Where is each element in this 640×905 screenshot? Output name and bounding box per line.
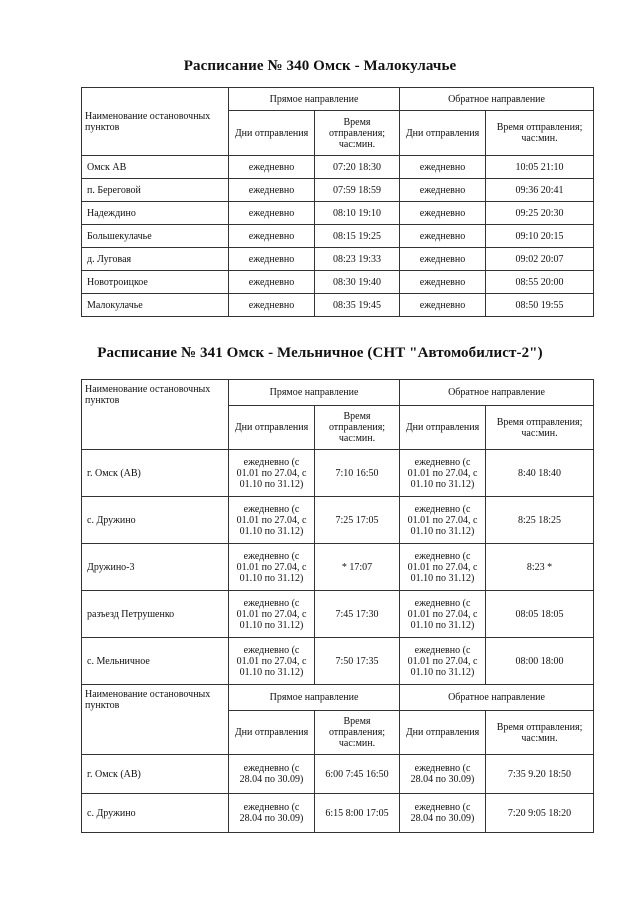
header-stops: Наименование остановочных пунктов	[82, 380, 229, 450]
time-backward: 09:02 20:07	[486, 248, 594, 271]
header-backward: Обратное направление	[400, 88, 594, 111]
time-backward: 7:35 9.20 18:50	[486, 755, 594, 794]
header-days-backward: Дни отправления	[400, 406, 486, 450]
header-forward: Прямое направление	[229, 380, 400, 406]
header-row-directions	[82, 88, 594, 111]
time-forward: 07:20 18:30	[315, 156, 400, 179]
schedule-340-table	[81, 87, 594, 317]
table-row	[82, 591, 594, 638]
stop-name: г. Омск (АВ)	[82, 755, 229, 794]
days-backward: ежедневно (с 28.04 по 30.09)	[400, 794, 486, 833]
time-backward: 08:50 19:55	[486, 294, 594, 317]
stop-name: Омск АВ	[82, 156, 229, 179]
schedule-340-title: Расписание № 340 Омск - Малокулачье	[183, 58, 457, 74]
header-time-backward: Время отправления; час:мин.	[486, 711, 594, 755]
stop-name: с. Мельничное	[82, 638, 229, 685]
time-backward: 10:05 21:10	[486, 156, 594, 179]
header-days-backward: Дни отправления	[400, 711, 486, 755]
header-forward: Прямое направление	[229, 88, 400, 111]
header-backward: Обратное направление	[400, 685, 594, 711]
time-backward: 08:55 20:00	[486, 271, 594, 294]
schedule-341-body	[82, 380, 594, 833]
header-stops: Наименование остановочных пунктов	[82, 88, 229, 156]
stop-name: п. Береговой	[82, 179, 229, 202]
table-row	[82, 450, 594, 497]
time-forward: 07:59 18:59	[315, 179, 400, 202]
table-row	[82, 225, 594, 248]
header-days-backward: Дни отправления	[400, 111, 486, 156]
days-forward: ежедневно	[229, 271, 315, 294]
days-forward: ежедневно (с 01.01 по 27.04, с 01.10 по 31.12)	[229, 544, 315, 591]
table-row	[82, 202, 594, 225]
schedule-340-body	[82, 88, 594, 317]
time-forward: 08:10 19:10	[315, 202, 400, 225]
table-row	[82, 156, 594, 179]
days-forward: ежедневно	[229, 248, 315, 271]
days-backward: ежедневно (с 01.01 по 27.04, с 01.10 по 31.12)	[400, 544, 486, 591]
days-forward: ежедневно	[229, 179, 315, 202]
time-backward: 8:23 *	[486, 544, 594, 591]
days-backward: ежедневно	[400, 271, 486, 294]
stop-name: Малокулачье	[82, 294, 229, 317]
time-forward: 08:15 19:25	[315, 225, 400, 248]
days-forward: ежедневно	[229, 202, 315, 225]
table-row	[82, 294, 594, 317]
time-backward: 8:40 18:40	[486, 450, 594, 497]
header-days-forward: Дни отправления	[229, 711, 315, 755]
time-forward: 08:30 19:40	[315, 271, 400, 294]
stop-name: с. Дружино	[82, 497, 229, 544]
header-backward: Обратное направление	[400, 380, 594, 406]
header-time-forward: Время отправления; час:мин.	[315, 406, 400, 450]
time-backward: 09:36 20:41	[486, 179, 594, 202]
time-forward: 7:25 17:05	[315, 497, 400, 544]
days-forward: ежедневно (с 28.04 по 30.09)	[229, 794, 315, 833]
days-backward: ежедневно (с 01.01 по 27.04, с 01.10 по 31.12)	[400, 638, 486, 685]
time-forward: 08:35 19:45	[315, 294, 400, 317]
time-forward: 7:50 17:35	[315, 638, 400, 685]
days-forward: ежедневно	[229, 225, 315, 248]
header-time-forward: Время отправления; час:мин.	[315, 711, 400, 755]
time-backward: 08:05 18:05	[486, 591, 594, 638]
schedule-341-table	[81, 379, 594, 833]
days-forward: ежедневно (с 01.01 по 27.04, с 01.10 по 31.12)	[229, 450, 315, 497]
days-backward: ежедневно (с 01.01 по 27.04, с 01.10 по 31.12)	[400, 591, 486, 638]
days-backward: ежедневно	[400, 225, 486, 248]
time-backward: 09:10 20:15	[486, 225, 594, 248]
header-days-forward: Дни отправления	[229, 111, 315, 156]
time-forward: 6:15 8:00 17:05	[315, 794, 400, 833]
time-forward: 7:10 16:50	[315, 450, 400, 497]
table-row	[82, 755, 594, 794]
header-time-backward: Время отправления; час:мин.	[486, 406, 594, 450]
header-time-backward: Время отправления; час:мин.	[486, 111, 594, 156]
days-backward: ежедневно (с 01.01 по 27.04, с 01.10 по 31.12)	[400, 450, 486, 497]
days-backward: ежедневно	[400, 179, 486, 202]
days-forward: ежедневно (с 01.01 по 27.04, с 01.10 по 31.12)	[229, 638, 315, 685]
days-forward: ежедневно (с 01.01 по 27.04, с 01.10 по 31.12)	[229, 591, 315, 638]
days-backward: ежедневно	[400, 202, 486, 225]
time-backward: 08:00 18:00	[486, 638, 594, 685]
stop-name: Новотроицкое	[82, 271, 229, 294]
time-forward: * 17:07	[315, 544, 400, 591]
header-row-directions	[82, 685, 594, 711]
days-forward: ежедневно	[229, 156, 315, 179]
stop-name: разъезд Петрушенко	[82, 591, 229, 638]
stop-name: Надеждино	[82, 202, 229, 225]
days-forward: ежедневно	[229, 294, 315, 317]
time-backward: 7:20 9:05 18:20	[486, 794, 594, 833]
days-forward: ежедневно (с 01.01 по 27.04, с 01.10 по 31.12)	[229, 497, 315, 544]
stop-name: д. Луговая	[82, 248, 229, 271]
days-backward: ежедневно (с 28.04 по 30.09)	[400, 755, 486, 794]
table-row	[82, 179, 594, 202]
days-backward: ежедневно	[400, 248, 486, 271]
header-row-directions	[82, 380, 594, 406]
header-time-forward: Время отправления; час:мин.	[315, 111, 400, 156]
stop-name: с. Дружино	[82, 794, 229, 833]
header-stops: Наименование остановочных пунктов	[82, 685, 229, 755]
days-backward: ежедневно (с 01.01 по 27.04, с 01.10 по 31.12)	[400, 497, 486, 544]
time-backward: 8:25 18:25	[486, 497, 594, 544]
time-forward: 08:23 19:33	[315, 248, 400, 271]
time-forward: 7:45 17:30	[315, 591, 400, 638]
table-row	[82, 497, 594, 544]
table-row	[82, 544, 594, 591]
time-forward: 6:00 7:45 16:50	[315, 755, 400, 794]
days-backward: ежедневно	[400, 156, 486, 179]
time-backward: 09:25 20:30	[486, 202, 594, 225]
stop-name: Дружино-3	[82, 544, 229, 591]
stop-name: г. Омск (АВ)	[82, 450, 229, 497]
header-days-forward: Дни отправления	[229, 406, 315, 450]
table-row	[82, 271, 594, 294]
table-row	[82, 794, 594, 833]
days-backward: ежедневно	[400, 294, 486, 317]
schedule-341-title: Расписание № 341 Омск - Мельничное (СНТ "Автомобилист-2")	[97, 345, 543, 361]
header-forward: Прямое направление	[229, 685, 400, 711]
stop-name: Большекулачье	[82, 225, 229, 248]
table-row	[82, 638, 594, 685]
days-forward: ежедневно (с 28.04 по 30.09)	[229, 755, 315, 794]
table-row	[82, 248, 594, 271]
